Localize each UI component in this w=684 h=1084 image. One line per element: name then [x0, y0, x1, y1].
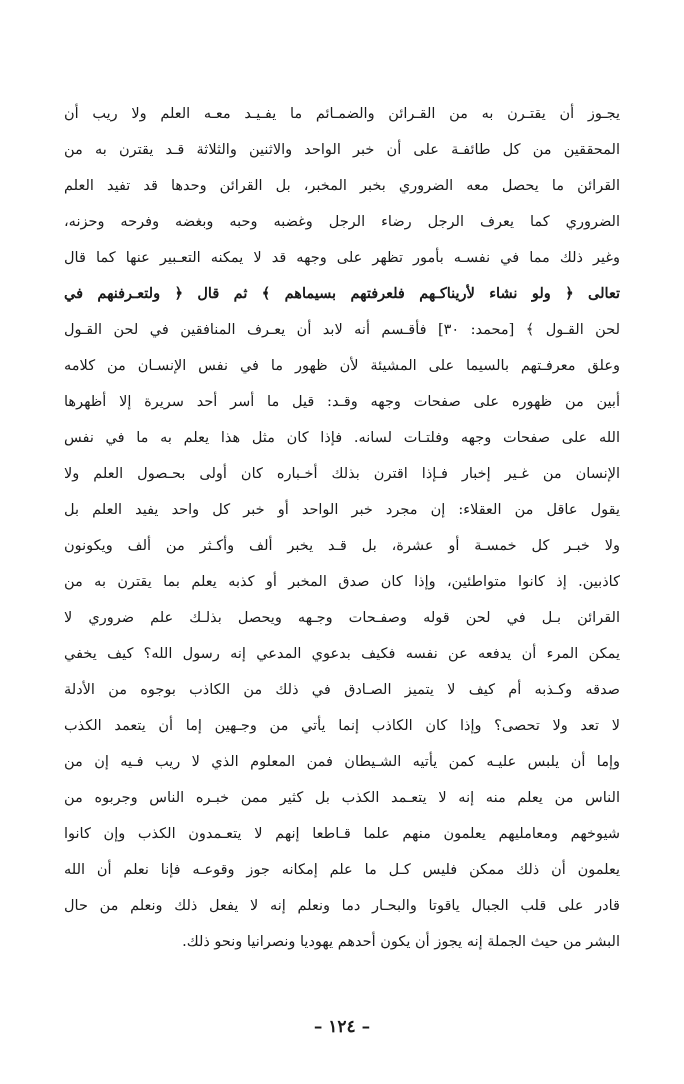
page-number: – ١٢٤ – [313, 1017, 371, 1037]
text-line: شيوخهم ومعامليهم يعلمون منهم علما قـاطعا إنهم لا يتعـمدون الكذب وإن كانوا [64, 826, 620, 842]
text-line: وغير ذلك مما في نفسـه بأمور تظهر على وجهه قد لا يمكنه التعـبير عنها كما قال [64, 250, 620, 266]
text-line: صدقه وكـذبه أم كيف لا يتميز الصـادق في ذلك من الكاذب بوجوه من الأدلة [64, 682, 620, 698]
text-line: الله على صفحات وجهه وفلتـات لسانه. فإذا كان مثل هذا يعلم به ما في نفس [64, 430, 620, 446]
text-line: المحققين من كل طائفـة على أن خبر الواحد والاثنين والثلاثة قـد يقترن به من [64, 142, 620, 158]
text-line: القرائن ما يحصل معه الضروري بخبر المخبر، بل القرائن وحدها قد تفيد العلم [64, 178, 620, 194]
body-text [64, 96, 620, 960]
text-line: يقول عاقل من العقلاء: إن مجرد خبر الواحد أو خبر كل واحد يفيد العلم بل [64, 502, 620, 518]
text-line: الناس من يعلم منه إنه لا يتعـمد الكذب بل كثير ممن خبـره الناس وجربوه من [64, 790, 620, 806]
text-line: أبين من ظهوره على صفحات وجهه وقـد: قيل ما أسر أحد سريرة إلا أظهرها [64, 394, 620, 410]
text-line: قادر على قلب الجبال ياقوتا والبحـار دما ونعلم إنه لا يفعل ذلك ونعلم من حال [64, 898, 620, 914]
text-line-last: البشر من حيث الجملة إنه يجوز أن يكون أحدهم يهوديا ونصرانيا ونحو ذلك. [182, 934, 620, 950]
text-line: وإما أن يلبس عليـه كمن يأتيه الشـيطان فمن المعلوم الذي لا ريب فـيه إن من [64, 754, 620, 770]
text-line: الإنسان من غـير إخبار فـإذا اقترن بذلك أخـباره كان أولى بحـصول العلم ولا [64, 466, 620, 482]
text-line: يمكن المرء أن يدفعه عن نفسه فكيف بدعوي المدعي إنه رسول الله؟ كيف يخفي [64, 646, 620, 662]
text-line: وعلق معرفـتهم بالسيما على المشيئة لأن ظهور ما في نفس الإنسـان من كلامه [64, 358, 620, 374]
text-line: يعلمون أن ذلك ممكن فليس كـل ما علم إمكانه جوز وقوعـه فإنا نعلم أن الله [64, 862, 620, 878]
text-line: لحن القـول ﴾ [محمد: ٣٠] فأقـسم أنه لابد أن يعـرف المنافقين في لحن القـول [64, 322, 620, 338]
text-line: يجـوز أن يقتـرن به من القـرائن والضمـائم ما يفـيـد معـه العلم ولا ريب أن [64, 106, 620, 122]
text-line: لا تعد ولا تحصى؟ وإذا كان الكاذب إنما يأتي من وجـهين إما أن يتعمد الكذب [64, 718, 620, 734]
text-line-quran-verse: تعالى ﴿ ولو نشاء لأريناكـهم فلعرفتهم بسيماهم ﴾ ثم قال ﴿ ولتعـرفنهم في [64, 285, 620, 302]
text-line: القرائن بـل في لحن قوله وصفـحات وجـهه ويحصل بذلـك علم ضروري لا [64, 610, 620, 626]
text-line: ولا خبـر كل خمسـة أو عشرة، بل قـد يخبر ألف وأكـثر من ألف ويكونون [64, 538, 620, 554]
text-line: الضروري كما يعرف الرجل رضاء الرجل وغضبه وحبه وبغضه وفرحه وحزنه، [64, 214, 620, 230]
text-line: كاذبين. إذ كانوا متواطئين، وإذا كان صدق المخبر أو كذبه يعلم بما يقترن به من [64, 574, 620, 590]
